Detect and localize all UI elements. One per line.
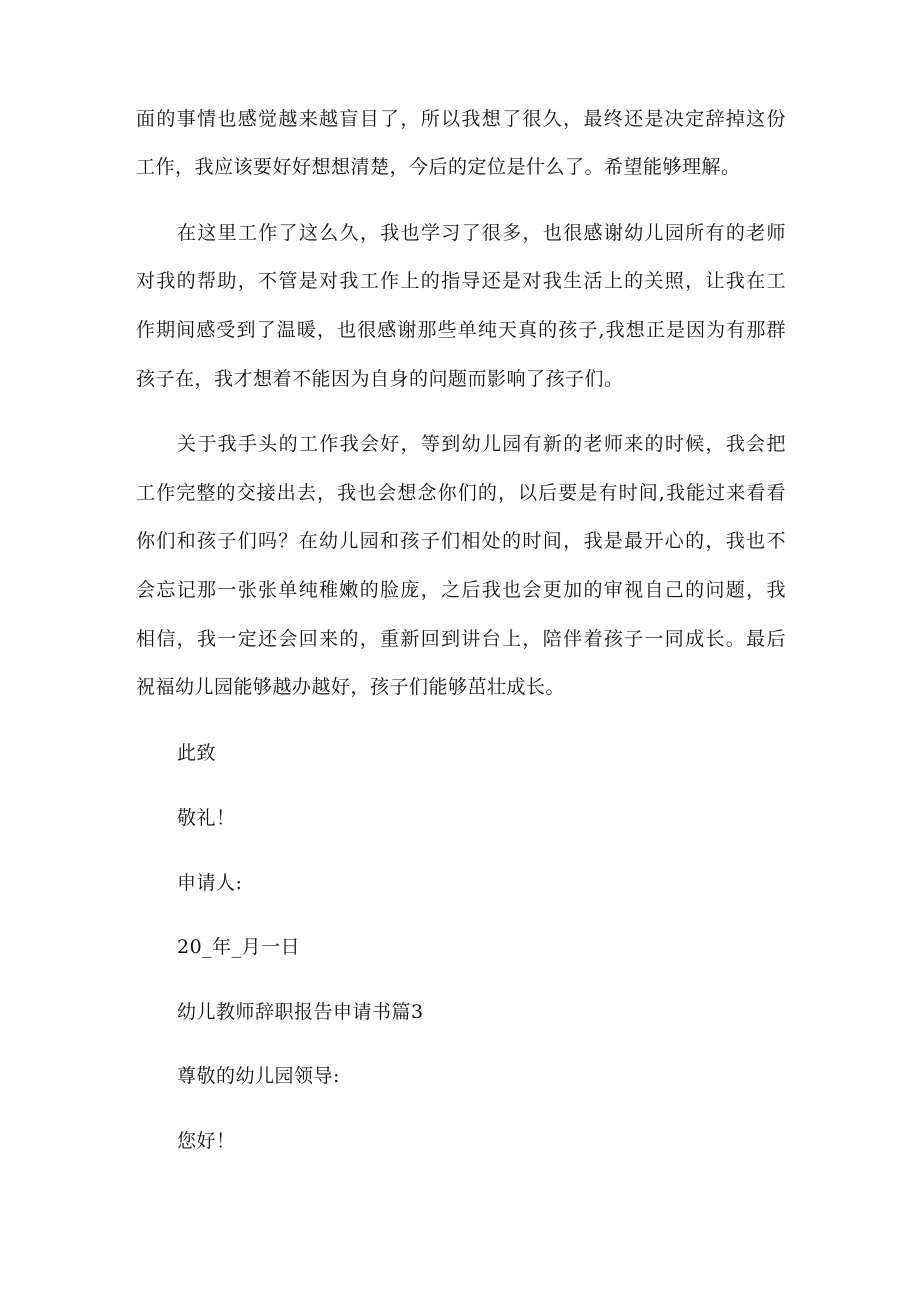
- paragraph-line: 相信，我一定还会回来的，重新回到讲台上，陪伴着孩子一同成长。最后: [136, 628, 786, 650]
- closing-cizhi: 此致: [177, 742, 217, 764]
- date-line: 20_年_月一日: [177, 936, 301, 958]
- paragraph-line: 作期间感受到了温暖，也很感谢那些单纯天真的孩子,我想正是因为有那群: [136, 319, 786, 341]
- paragraph-line: 孩子在，我才想着不能因为自身的问题而影响了孩子们。: [136, 368, 624, 390]
- salutation: 尊敬的幼儿园领导:: [177, 1065, 340, 1087]
- greeting: 您好！: [177, 1130, 236, 1152]
- paragraph-line: 工作，我应该要好好想想清楚，今后的定位是什么了。希望能够理解。: [136, 156, 741, 178]
- paragraph-line: 在这里工作了这么久，我也学习了很多，也很感谢幼儿园所有的老师: [177, 222, 786, 244]
- paragraph-line: 祝福幼儿园能够越办越好，孩子们能够茁壮成长。: [136, 676, 566, 698]
- paragraph-line: 对我的帮助，不管是对我工作上的指导还是对我生活上的关照，让我在工: [136, 270, 786, 292]
- closing-jingli: 敬礼！: [177, 807, 236, 829]
- paragraph-line: 面的事情也感觉越来越盲目了，所以我想了很久，最终还是决定辞掉这份: [136, 108, 786, 130]
- paragraph-line: 工作完整的交接出去，我也会想念你们的，以后要是有时间,我能过来看看: [136, 482, 786, 504]
- applicant-label: 申请人:: [177, 872, 243, 894]
- paragraph-line: 会忘记那一张张单纯稚嫩的脸庞，之后我也会更加的审视自己的问题，我: [136, 579, 786, 601]
- section-title: 幼儿教师辞职报告申请书篇3: [177, 1001, 424, 1023]
- paragraph-line: 你们和孩子们吗？在幼儿园和孩子们相处的时间，我是最开心的，我也不: [136, 530, 786, 552]
- paragraph-line: 关于我手头的工作我会好，等到幼儿园有新的老师来的时候，我会把: [177, 433, 786, 455]
